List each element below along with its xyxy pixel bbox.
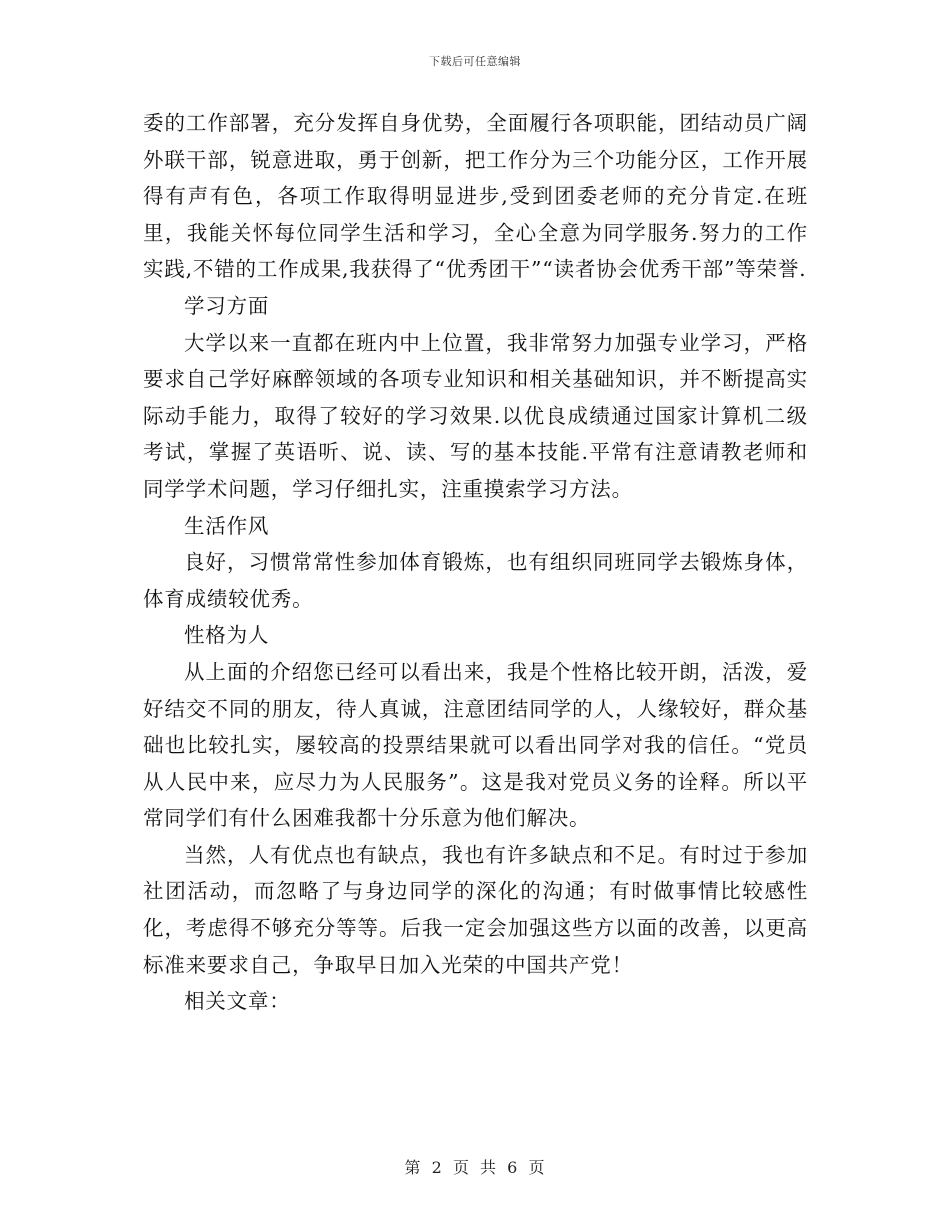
page-footer [0, 1155, 950, 1178]
footer-page-word: 页 [452, 1158, 470, 1177]
paragraph-study: 大学以来一直都在班内中上位置，我非常努力加强专业学习，严格要求自己学好麻醉领域的各项专业知识和相关基础知识，并不断提高实际动手能力，取得了较好的学习效果.以优良成绩通过国家计算机二级考试，掌握了英语听、说、读、写的基本技能.平常有注意请教老师和同学学术问题，学习仔细扎实，注重摸索学习方法。 [143, 330, 808, 501]
document-body [143, 105, 808, 1020]
paragraph-character: 从上面的介绍您已经可以看出来，我是个性格比较开朗，活泼，爱好结交不同的朋友，待人真诚，注意团结同学的人，人缘较好，群众基础也比较扎实，屡较高的投票结果就可以看出同学对我的信任。“党员从人民中来，应尽力为人民服务”。这是我对党员义务的诠释。所以平常同学们有什么困难我都十分乐意为他们解决。 [143, 659, 808, 831]
paragraph-work-continuation: 委的工作部署，充分发挥自身优势，全面履行各项职能，团结动员广阔外联干部，锐意进取，勇于创新，把工作分为三个功能分区，工作开展得有声有色，各项工作取得明显进步,受到团委老师的充分肯定.在班里，我能关怀每位同学生活和学习，全心全意为同学服务.努力的工作实践,不错的工作成果,我获得了“优秀团干”“读者协会优秀干部”等荣誉. [143, 111, 808, 282]
page-header: 下载后可任意编辑 [429, 55, 521, 68]
paragraph-shortcomings: 当然，人有优点也有缺点，我也有许多缺点和不足。有时过于参加社团活动，而忽略了与身边同学的深化的沟通；有时做事情比较感性化，考虑得不够充分等等。后我一定会加强这些方以面的改善，以更高标准来要求自己，争取早日加入光荣的中国共产党！ [143, 842, 808, 977]
section-heading-character: 性格为人 [184, 623, 270, 648]
footer-current-page: 2 [431, 1158, 443, 1177]
paragraph-lifestyle: 良好，习惯常常性参加体育锻炼，也有组织同班同学去锻炼身体，体育成绩较优秀。 [143, 550, 808, 611]
footer-suffix: 页 [528, 1158, 546, 1177]
footer-total-pages: 6 [507, 1158, 519, 1177]
footer-prefix: 第 [404, 1158, 422, 1177]
related-articles-label: 相关文章： [184, 989, 291, 1014]
footer-total-word: 共 [480, 1158, 498, 1177]
section-heading-lifestyle: 生活作风 [184, 513, 270, 538]
section-heading-study: 学习方面 [184, 293, 270, 318]
